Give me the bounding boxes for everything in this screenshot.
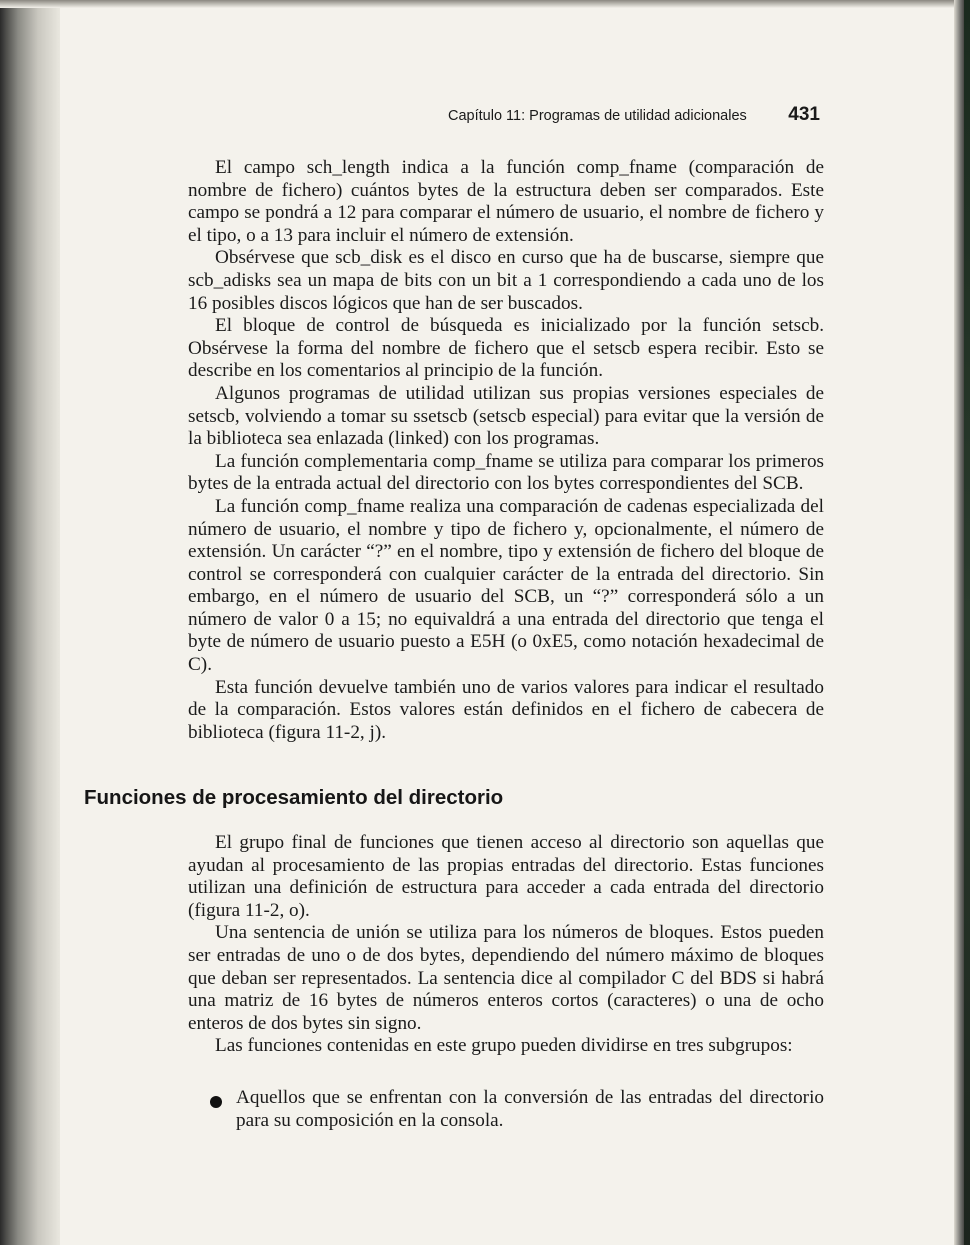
paragraph: Esta función devuelve también uno de varios valores para indicar el resultado de la comparación. Estos valores están definidos en el fichero de cabecera de biblioteca (figura 11-2, j).: [188, 676, 824, 743]
book-gutter-shadow: [0, 0, 60, 1245]
page-number: 431: [788, 104, 820, 125]
paragraph: Algunos programas de utilidad utilizan sus propias versiones especiales de setscb, volviendo a tomar su ssetscb (setscb especial) para evitar que la versión de la biblioteca sea enlazada (linked) con los programas.: [188, 382, 824, 450]
paragraph: La función complementaria comp_fname se utiliza para comparar los primeros bytes de la entrada actual del directorio con los bytes correspondientes del SCB.: [188, 450, 824, 495]
page-top-shadow: [0, 0, 970, 8]
paragraph: Una sentencia de unión se utiliza para los números de bloques. Estos pueden ser entradas de uno o de dos bytes, dependiendo del número máximo de bloques que deban ser representados. La sentencia dice al compilador C del BDS si habrá una matriz de 16 bytes de números enteros cortos (caracteres) o una de ocho enteros de dos bytes sin signo.: [188, 922, 824, 1034]
section-heading: Funciones de procesamiento del directorio: [84, 786, 504, 809]
section-body-1: [188, 157, 824, 744]
bullet-text: Aquellos que se enfrentan con la conversión de las entradas del directorio para su composición en la consola.: [236, 1087, 824, 1131]
paragraph: La función comp_fname realiza una comparación de cadenas especializada del número de usuario, el nombre y tipo de fichero y, opcionalmente, el número de extensión. Un carácter “?” en el nombre, tipo y extensión de fichero del bloque de control se corresponderá con cualquier carácter de la entrada del directorio. Sin embargo, en el número de usuario del SCB, un “?” corresponderá sólo a un número de valor 0 a 15; no equivaldrá a una entrada del directorio que tenga el byte de número de usuario puesto a E5H (o 0xE5, como notación hexadecimal de C).: [188, 495, 824, 676]
paragraph: El grupo final de funciones que tienen acceso al directorio son aquellas que ayudan al procesamiento de las propias entradas del directorio. Estas funciones utilizan una definición de estructura para acceder a cada entrada del directorio (figura 11-2, o).: [188, 832, 824, 921]
page-right-edge: [954, 0, 970, 1245]
running-header: [448, 104, 828, 130]
paragraph: El bloque de control de búsqueda es inicializado por la función setscb. Obsérvese la forma del nombre de fichero que el setscb espera recibir. Esto se describe en los comentarios al principio de la función.: [188, 315, 824, 382]
section-body-2: [188, 832, 824, 1058]
bullet-icon: [210, 1096, 222, 1108]
paragraph: Obsérvese que scb_disk es el disco en curso que ha de buscarse, siempre que scb_adisks sea un mapa de bits con un bit a 1 correspondiendo a cada uno de los 16 posibles discos lógicos que han de ser buscados.: [188, 247, 824, 314]
paragraph: Las funciones contenidas en este grupo pueden dividirse en tres subgrupos:: [215, 1035, 793, 1057]
paragraph: El campo sch_length indica a la función comp_fname (comparación de nombre de fichero) cuántos bytes de la estructura deben ser comparados. Este campo se pondrá a 12 para comparar el número de usuario, el nombre de fichero y el tipo, o a 13 para incluir el número de extensión.: [188, 157, 824, 246]
chapter-title: Capítulo 11: Programas de utilidad adicionales: [448, 108, 747, 124]
